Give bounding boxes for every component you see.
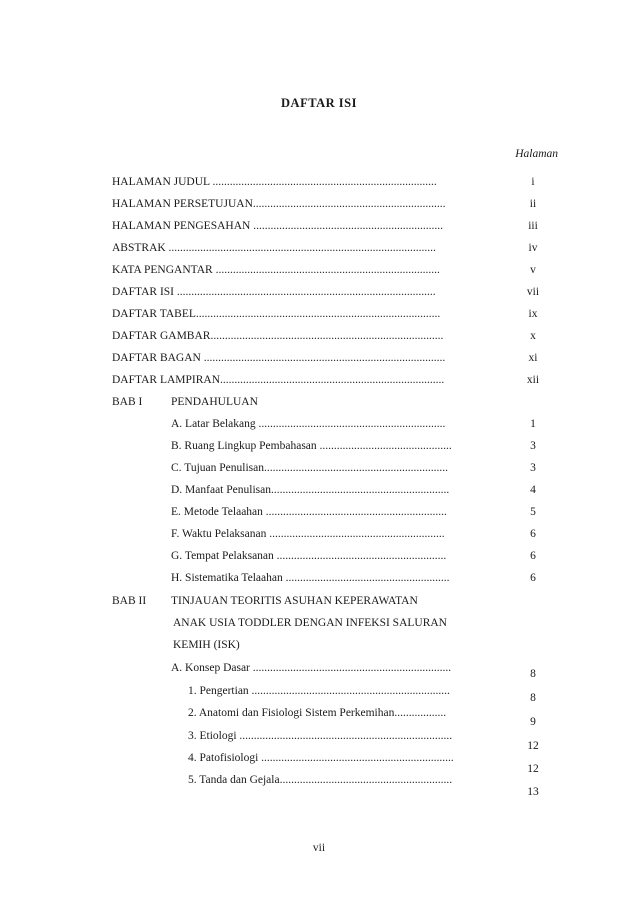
toc-entry-text: 5. Tanda dan Gejala............................................................ [188, 774, 453, 786]
toc-entry-text: F. Waktu Pelaksanan ............................................................. [171, 528, 445, 540]
toc-entry-text: TINJAUAN TEORITIS ASUHAN KEPERAWATAN [171, 595, 418, 607]
toc-entry-text: PENDAHULUAN [171, 396, 258, 408]
toc-row [0, 462, 638, 480]
toc-entry-text: ANAK USIA TODDLER DENGAN INFEKSI SALURAN [173, 617, 447, 629]
chapter-label: BAB II [112, 595, 147, 607]
toc-entry-text: A. Konsep Dasar ..................................................................... [171, 662, 452, 674]
toc-row [0, 330, 638, 348]
toc-row [0, 484, 638, 502]
toc-entry-text: 1. Pengertian ..................................................................... [188, 685, 450, 697]
toc-row [0, 617, 638, 635]
toc-page-number: ii [529, 198, 537, 210]
toc-entry-text: DAFTAR BAGAN .................................................................................... [112, 352, 446, 364]
toc-entry-text: KEMIH (ISK) [173, 639, 240, 651]
toc-entry-text: ABSTRAK ............................................................................................. [112, 242, 436, 254]
toc-row [0, 572, 638, 590]
toc-row [0, 352, 638, 370]
toc-row [0, 506, 638, 524]
toc-row [0, 264, 638, 282]
toc-entry-text: E. Metode Telaahan ............................................................... [171, 506, 447, 518]
toc-page-number: iv [528, 242, 538, 254]
toc-page-number: 5 [530, 506, 536, 518]
toc-entry-text: 4. Patofisiologi ................................................................... [188, 752, 454, 764]
toc-entry-text: DAFTAR LAMPIRAN.............................................................................. [112, 374, 445, 386]
toc-entry-text: HALAMAN PERSETUJUAN................................................................... [112, 198, 446, 210]
toc-entry-text: KATA PENGANTAR .............................................................................. [112, 264, 440, 276]
toc-entry-text: D. Manfaat Penulisan.............................................................. [171, 484, 450, 496]
toc-row [0, 730, 638, 752]
toc-entry-text: C. Tujuan Penulisan................................................................ [171, 462, 448, 474]
toc-row [0, 685, 638, 703]
toc-row [0, 550, 638, 568]
toc-page-number: 8 [530, 668, 536, 680]
toc-entry-text: HALAMAN JUDUL .............................................................................. [112, 176, 437, 188]
toc-row [0, 752, 638, 775]
toc-page-number: 8 [530, 692, 536, 704]
toc-row [0, 774, 638, 798]
toc-page-number: 12 [527, 740, 539, 752]
toc-entry-text: HALAMAN PENGESAHAN .................................................................. [112, 220, 443, 232]
toc-row [0, 595, 638, 613]
toc-row [0, 308, 638, 326]
toc-row [0, 374, 638, 392]
toc-row [0, 662, 638, 680]
toc-entry-text: G. Tempat Pelaksanan ........................................................... [171, 550, 447, 562]
toc-page-number: vii [526, 286, 540, 298]
toc-row [0, 440, 638, 458]
toc-page-number: 12 [527, 763, 539, 775]
toc-page-number: i [531, 176, 535, 188]
page-number-footer: vii [312, 842, 326, 854]
toc-row [0, 242, 638, 260]
toc-page-number: xi [528, 352, 538, 364]
page-title: DAFTAR ISI [281, 96, 357, 110]
toc-row [0, 639, 638, 657]
toc-page-number: 4 [530, 484, 536, 496]
toc-page-number: 13 [527, 786, 539, 798]
toc-entry-text: 3. Etiologi .......................................................................... [188, 730, 453, 742]
toc-row [0, 176, 638, 194]
chapter-label: BAB I [112, 396, 143, 408]
toc-page-number: 6 [530, 528, 536, 540]
toc-entry-text: H. Sistematika Telaahan ......................................................... [171, 572, 450, 584]
toc-row [0, 396, 638, 414]
toc-entry-text: DAFTAR TABEL..................................................................................... [112, 308, 441, 320]
toc-page-number: 6 [530, 572, 536, 584]
toc-row [0, 418, 638, 436]
toc-row [0, 198, 638, 216]
toc-row [0, 220, 638, 238]
toc-entry-text: A. Latar Belakang ................................................................. [171, 418, 446, 430]
toc-page-number: xii [526, 374, 540, 386]
toc-page-number: 9 [530, 716, 536, 728]
toc-page-number: x [530, 330, 536, 342]
toc-page-number: v [530, 264, 536, 276]
halaman-header: Halaman [515, 148, 558, 160]
toc-entry-text: DAFTAR ISI .......................................................................................... [112, 286, 436, 298]
toc-row [0, 528, 638, 546]
toc-entry-text: 2. Anatomi dan Fisiologi Sistem Perkemihan.................. [188, 707, 447, 719]
toc-entry-text: DAFTAR GAMBAR................................................................................. [112, 330, 444, 342]
toc-page-number: ix [528, 308, 538, 320]
toc-page-number: 6 [530, 550, 536, 562]
toc-entry-text: B. Ruang Lingkup Pembahasan .............................................. [171, 440, 452, 452]
toc-row [0, 707, 638, 728]
toc-page-number: 3 [530, 440, 536, 452]
toc-row [0, 286, 638, 304]
toc-page-number: iii [528, 220, 538, 232]
toc-page-number: 3 [530, 462, 536, 474]
toc-page-number: 1 [530, 418, 536, 430]
